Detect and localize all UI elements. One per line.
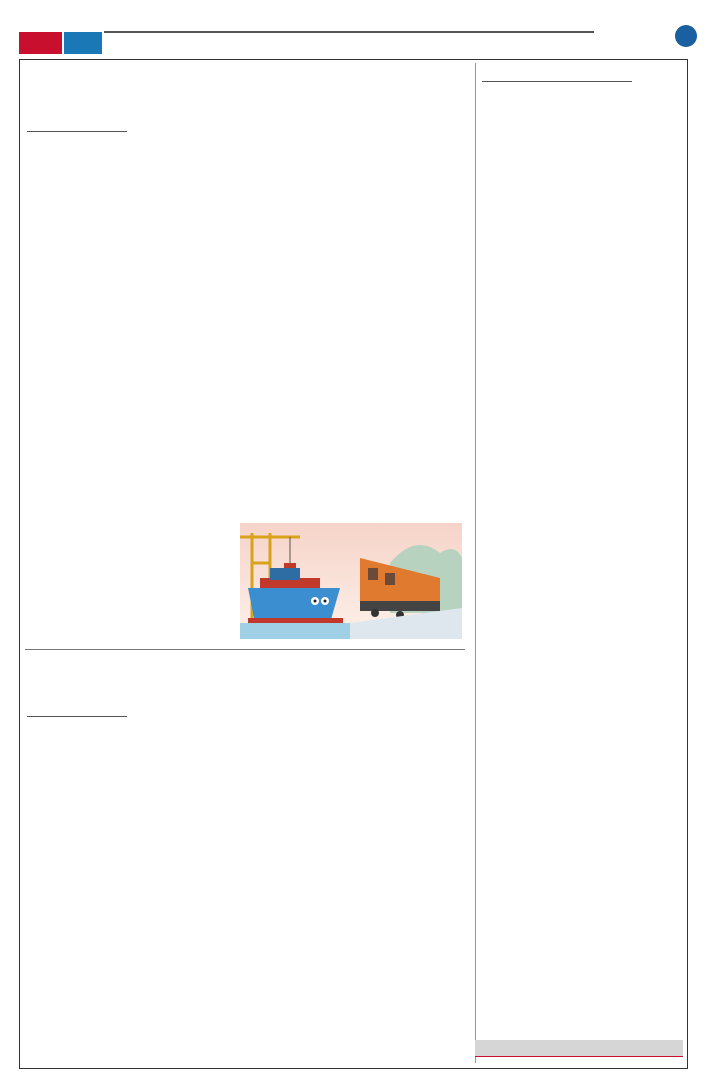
byline-rule [27,131,127,132]
article1-column-2 [135,120,235,635]
article3-body-top [482,85,632,385]
article-divider [25,649,465,650]
article1-column-3 [243,120,343,518]
article3-body-bottom [482,385,682,1037]
article2-column-2 [135,706,235,1060]
port-train-illustration [240,523,462,639]
illustration-graphic [240,523,462,639]
article2-column-3 [243,706,343,1060]
byline-rule [482,81,632,82]
column-tag-changcheng [19,32,62,54]
byline-rule [27,716,127,717]
article2-column-1 [27,720,127,1060]
submission-email [475,1040,683,1056]
article1-column-1 [27,135,127,635]
footer-rule [475,1056,683,1057]
page-number-badge [675,25,697,47]
masthead-rule [104,31,594,33]
article2-column-4 [351,706,461,1060]
column-divider [475,63,476,1063]
column-tag-luntan [64,32,102,54]
article1-column-4 [351,120,461,518]
